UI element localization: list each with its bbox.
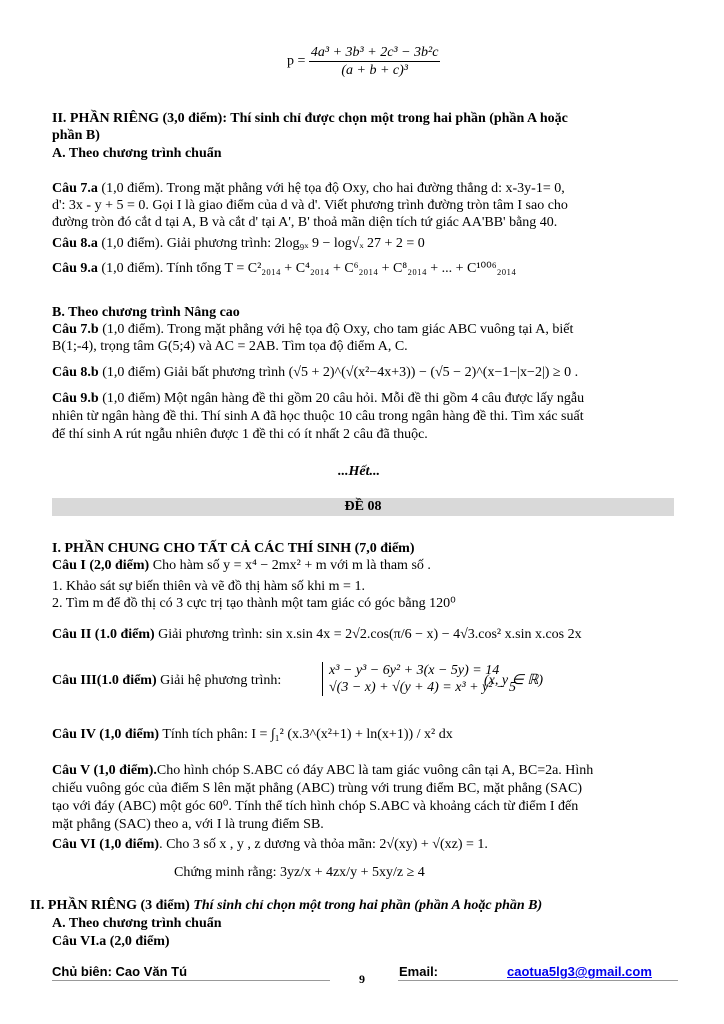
exam-title-bar: ĐỀ 08 xyxy=(52,498,674,516)
c3-eq1: x³ − y³ − 6y² + 3(x − 5y) = 14 xyxy=(329,663,500,678)
c1-item2: 2. Tìm m để đồ thị có 3 cực trị tạo thành một tam giác có góc bằng 120⁰ xyxy=(52,596,456,611)
c5-l4: mặt phẳng (SAC) theo a, với I là trung điểm SB. xyxy=(52,817,324,832)
part2b-question: Câu VI.a (2,0 điểm) xyxy=(52,934,170,949)
part2-sub-a: A. Theo chương trình chuẩn xyxy=(52,146,222,161)
end-marker: ...Hết... xyxy=(338,464,380,479)
part2-heading: II. PHẦN RIÊNG (3,0 điểm): Thí sinh chỉ được chọn một trong hai phần (phần A hoặc xyxy=(52,111,568,126)
q9b: Câu 9.b (1,0 điểm) Một ngân hàng đề thi gồm 20 câu hỏi. Mỗi đề thi gồm 4 câu được lấy ngẫu xyxy=(52,391,585,406)
c5-l2: chiếu vuông góc của điểm S lên mặt phẳng (ABC) trùng với trung điểm BC, mặt phẳng (SAC) xyxy=(52,781,582,796)
c5: Câu V (1,0 điểm).Cho hình chóp S.ABC có đáy ABC là tam giác vuông cân tại A, BC=2a. Hình xyxy=(52,763,594,778)
formula-p xyxy=(287,44,440,79)
q9b-l2: nhiên từ ngân hàng đề thi. Thí sinh A đã học thuộc 10 câu trong ngân hàng đề thi. Tìm xác suất xyxy=(52,409,584,424)
c6-prove: Chứng minh rằng: 3yz/x + 4zx/y + 5xy/z ≥ 4 xyxy=(174,865,425,880)
c6: Câu VI (1,0 điểm). Cho 3 số x , y , z dương và thỏa mãn: 2√(xy) + √(xz) = 1. xyxy=(52,837,488,852)
c4: Câu IV (1,0 điểm) Tính tích phân: I = ∫₁² (x.3^(x²+1) + ln(x+1)) / x² dx xyxy=(52,727,453,742)
c1: Câu I (2,0 điểm) Cho hàm số y = x⁴ − 2mx² + m với m là tham số . xyxy=(52,558,431,573)
q9a: Câu 9.a (1,0 điểm). Tính tổng T = C²₂₀₁₄ + C⁴₂₀₁₄ + C⁶₂₀₁₄ + C⁸₂₀₁₄ + ... + C¹⁰⁰⁶₂₀₁₄ xyxy=(52,261,517,276)
c5-l3: tạo với đáy (ABC) một góc 60⁰. Tính thể tích hình chóp S.ABC và khoảng cách từ điểm I đến xyxy=(52,799,579,814)
q7b-l2: B(1;-4), trọng tâm G(5;4) và AC = 2AB. Tìm tọa độ điểm A, C. xyxy=(52,339,408,354)
q9b-l3: để thí sinh A rút ngẫu nhiên được 1 đề thi có ít nhất 2 câu đã thuộc. xyxy=(52,427,428,442)
formula-p-fraction xyxy=(309,44,441,79)
footer-author: Chủ biên: Cao Văn Tú xyxy=(52,964,188,979)
footer-email-link[interactable]: caotua5lg3@gmail.com xyxy=(507,964,652,979)
q7a-l2: d': 3x - y + 5 = 0. Gọi I là giao điểm của d và d'. Viết phương trình đường tròn tâm I sao cho xyxy=(52,198,568,213)
c1-item1: 1. Khảo sát sự biến thiên và vẽ đồ thị hàm số khi m = 1. xyxy=(52,579,365,594)
footer-rule-left xyxy=(52,980,330,981)
part1-heading: I. PHẦN CHUNG CHO TẤT CẢ CÁC THÍ SINH (7,0 điểm) xyxy=(52,541,415,556)
c3-domain: (x, y ∈ ℝ) xyxy=(484,673,544,688)
part2b-heading: II. PHẦN RIÊNG (3 điểm) Thí sinh chỉ chọn một trong hai phần (phần A hoặc phần B) xyxy=(30,898,543,913)
q7a: Câu 7.a (1,0 điểm). Trong mặt phẳng với hệ tọa độ Oxy, cho hai đường thẳng d: x-3y-1= 0, xyxy=(52,181,565,196)
part2b-sub: A. Theo chương trình chuẩn xyxy=(52,916,222,931)
q7a-l3: đường tròn đó cắt d tại A, B và cắt d' tại A', B' thoả mãn diện tích tứ giác AA'BB' bằng 40. xyxy=(52,215,558,230)
c3-eq2: √(3 − x) + √(y + 4) = x³ + y² − 5 xyxy=(329,680,516,695)
part2-heading-cont: phần B) xyxy=(52,128,100,143)
formula-p-numerator: 4a³ + 3b³ + 2c³ − 3b²c xyxy=(310,45,439,60)
formula-p-lhs: p = xyxy=(287,53,306,69)
page-number: 9 xyxy=(359,972,365,986)
c3: Câu III(1.0 điểm) Giải hệ phương trình: xyxy=(52,673,282,688)
q8b: Câu 8.b (1,0 điểm) Giải bất phương trình (√5 + 2)^(√(x²−4x+3)) − (√5 − 2)^(x−1−|x−2|) ≥ 0 . xyxy=(52,365,579,380)
footer-email-label: Email: xyxy=(399,964,439,979)
formula-p-denominator: (a + b + c)³ xyxy=(341,63,408,78)
q7b: Câu 7.b (1,0 điểm). Trong mặt phẳng với hệ tọa độ Oxy, cho tam giác ABC vuông tại A, biết xyxy=(52,322,574,337)
footer-rule-right xyxy=(398,980,678,981)
part2-sub-b: B. Theo chương trình Nâng cao xyxy=(52,305,240,320)
q8a: Câu 8.a (1,0 điểm). Giải phương trình: 2log₉ₓ 9 − log√ₓ 27 + 2 = 0 xyxy=(52,236,425,251)
c2: Câu II (1.0 điểm) Giải phương trình: sin x.sin 4x = 2√2.cos(π/6 − x) − 4√3.cos² x.sin x.cos 2x xyxy=(52,627,582,642)
